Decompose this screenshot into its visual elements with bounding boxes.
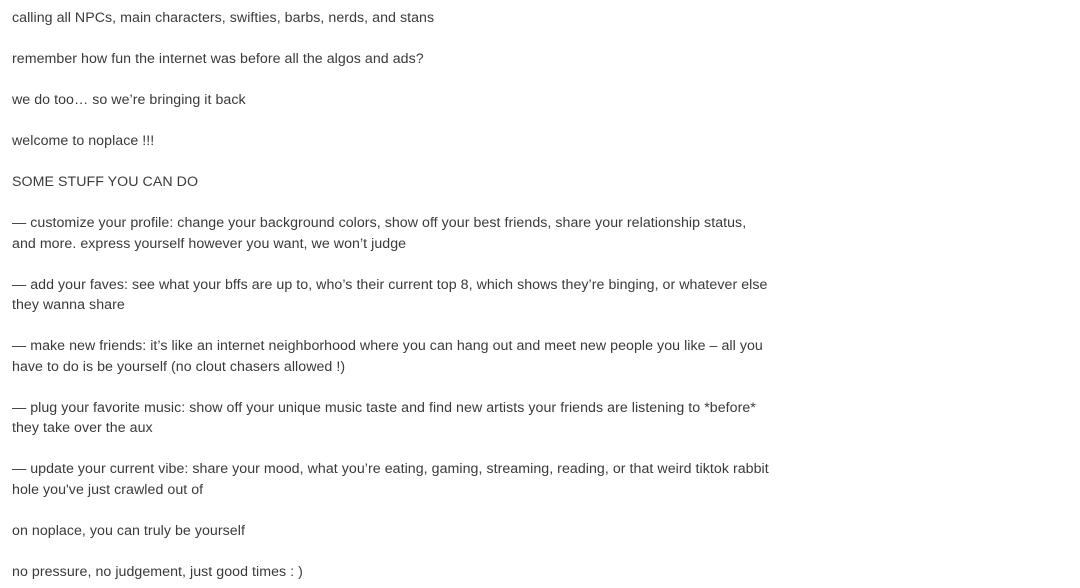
features-heading: SOME STUFF YOU CAN DO [12, 174, 199, 190]
nostalgia-question-text: remember how fun the internet was before all the algos and ads? [12, 51, 424, 67]
bringing-it-back-text: we do too… so we’re bringing it back [12, 92, 246, 108]
closing-text: no pressure, no judgement, just good times : ) [12, 563, 303, 580]
welcome-text: welcome to noplace !!! [12, 133, 155, 149]
feature-plug-music: — plug your favorite music: show off your unique music taste and find new artists your friends are listening to *before* they take over the aux [12, 399, 756, 436]
feature-make-friends: — make new friends: it’s like an internet neighborhood where you can hang out and meet new people you like – all you have to do is be yourself (no clout chasers allowed !) [12, 338, 763, 375]
feature-customize-profile: — customize your profile: change your background colors, show off your best friends, share your relationship status, and more. express yourself however you want, we won’t judge [12, 215, 747, 252]
be-yourself-text: on noplace, you can truly be yourself [12, 522, 245, 539]
feature-add-faves: — add your faves: see what your bffs are up to, who’s their current top 8, which shows they’re binging, or whatever else they wanna share [12, 276, 768, 313]
feature-update-vibe: — update your current vibe: share your mood, what you’re eating, gaming, streaming, reading, or that weird tiktok rabbit hole you've just crawled out of [12, 461, 769, 498]
intro-callout-text: calling all NPCs, main characters, swifties, barbs, nerds, and stans [12, 10, 435, 26]
app-description [12, 8, 772, 582]
